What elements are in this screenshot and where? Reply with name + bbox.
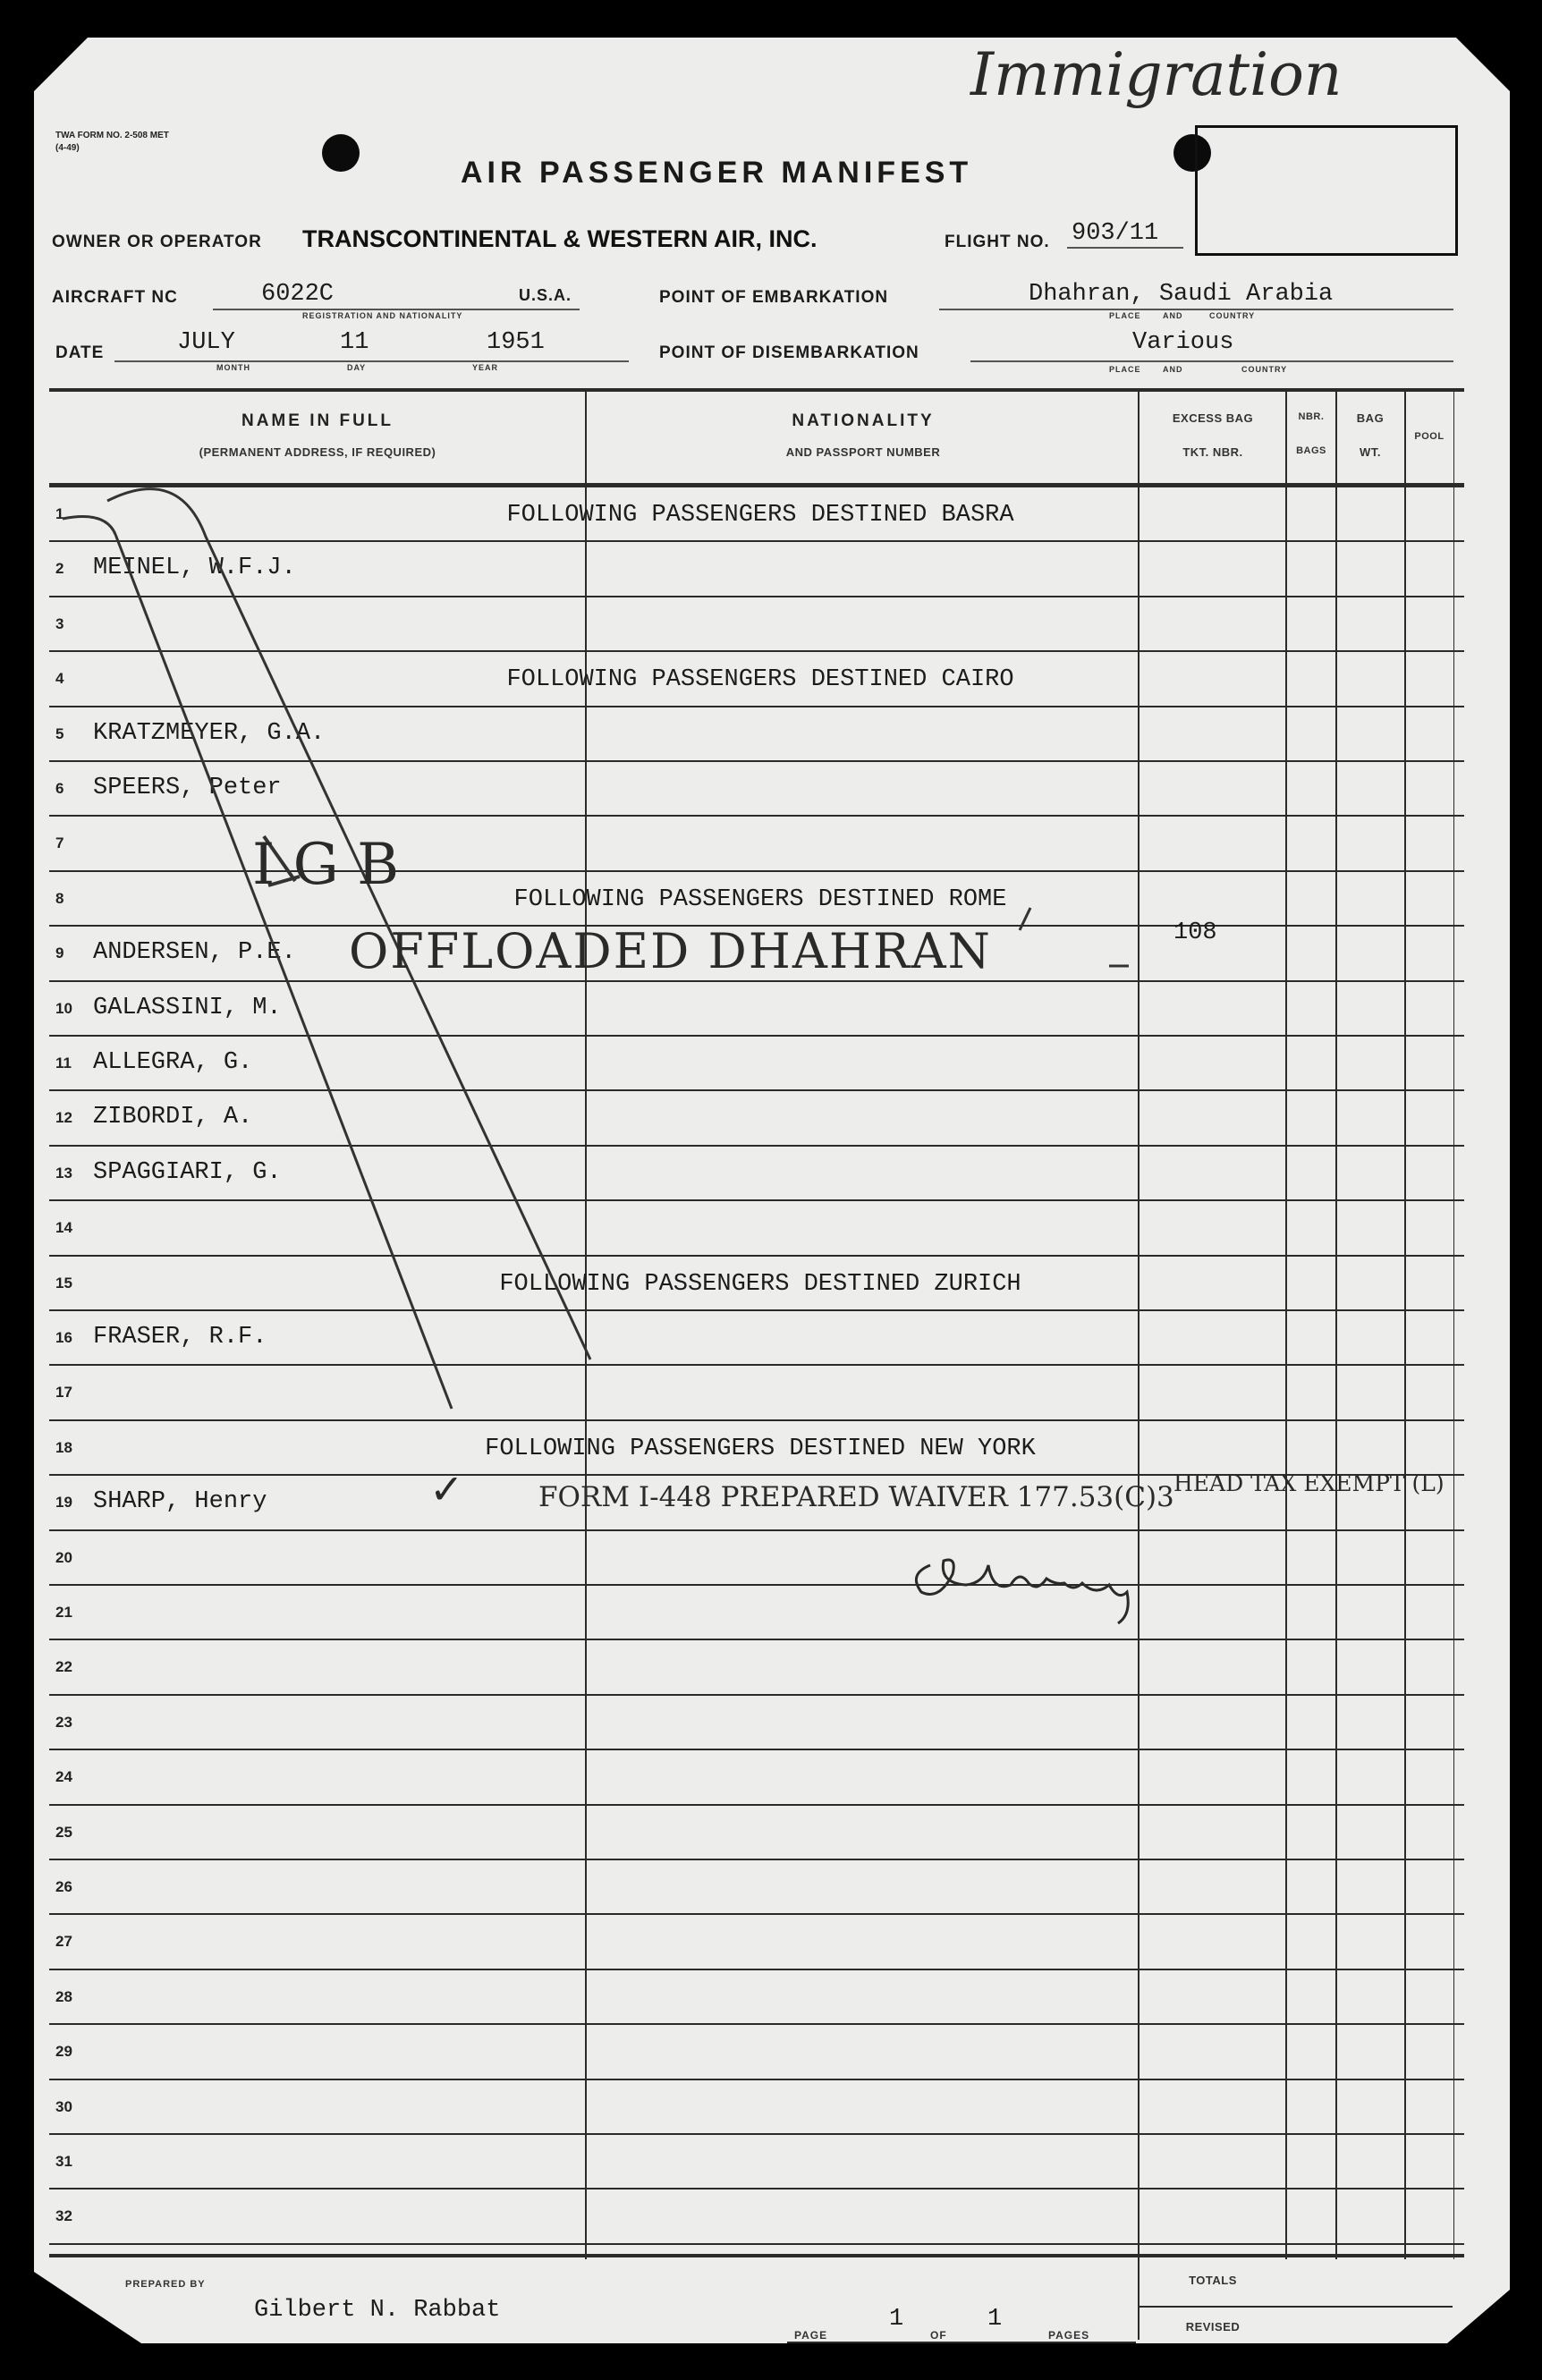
date-month: JULY xyxy=(177,329,235,356)
passenger-name: ALLEGRA, G. xyxy=(93,1049,253,1076)
flight-label: FLIGHT NO. xyxy=(945,233,1050,251)
country-sub: COUNTRY xyxy=(1209,311,1256,320)
page-title: AIR PASSENGER MANIFEST xyxy=(461,156,973,190)
row-number: 16 xyxy=(55,1329,72,1346)
destination-heading: FOLLOWING PASSENGERS DESTINED BASRA xyxy=(506,502,1014,529)
row-number: 12 xyxy=(55,1109,72,1127)
revised-label: REVISED xyxy=(1185,2320,1241,2333)
row-number: 30 xyxy=(55,2097,72,2115)
destination-heading: FOLLOWING PASSENGERS DESTINED NEW YORK xyxy=(485,1435,1036,1462)
bag-header: BAG xyxy=(1356,411,1385,425)
destination-heading: FOLLOWING PASSENGERS DESTINED ROME xyxy=(513,885,1007,913)
row-number: 23 xyxy=(55,1713,72,1731)
page-underline xyxy=(787,2342,1136,2343)
page-number: 1 xyxy=(889,2306,904,2333)
row-number: 31 xyxy=(55,2153,72,2170)
owner-label: OWNER OR OPERATOR xyxy=(52,233,262,251)
passenger-name: ANDERSEN, P.E. xyxy=(93,939,296,967)
passenger-name: SPAGGIARI, G. xyxy=(93,1158,282,1186)
form-id: TWA FORM NO. 2-508 MET xyxy=(55,131,169,140)
row-number: 15 xyxy=(55,1274,72,1292)
check-mark: ✓ xyxy=(429,1465,464,1513)
day-sub: DAY xyxy=(347,363,367,372)
excess-header: EXCESS BAG xyxy=(1172,411,1254,425)
row-number: 25 xyxy=(55,1823,72,1841)
row-number: 29 xyxy=(55,2043,72,2061)
aircraft-value: 6022C xyxy=(261,281,335,308)
place-sub: PLACE xyxy=(1109,311,1141,320)
row-number: 26 xyxy=(55,1878,72,1895)
row-number: 27 xyxy=(55,1933,72,1951)
name-header: NAME IN FULL xyxy=(241,411,394,430)
row-number: 3 xyxy=(55,614,64,632)
row-number: 18 xyxy=(55,1438,72,1456)
signature xyxy=(903,1529,1163,1637)
row-number: 9 xyxy=(55,944,64,962)
passenger-name: GALASSINI, M. xyxy=(93,994,282,1021)
row-number: 2 xyxy=(55,560,64,578)
handwritten-mark xyxy=(1020,908,1030,930)
of-label: OF xyxy=(930,2329,947,2342)
year-sub: YEAR xyxy=(472,363,499,372)
passenger-name: KRATZMEYER, G.A. xyxy=(93,719,326,747)
row-number: 20 xyxy=(55,1548,72,1566)
nbr-subheader: BAGS xyxy=(1296,445,1326,456)
date-label: DATE xyxy=(55,343,105,362)
totals-divider xyxy=(1140,2306,1453,2308)
passenger-name: SPEERS, Peter xyxy=(93,775,282,801)
row-number: 5 xyxy=(55,724,64,742)
date-day: 11 xyxy=(340,329,369,356)
head-tax-note: HEAD TAX EXEMPT (L) xyxy=(1173,1470,1445,1496)
handwritten-marks: I G B xyxy=(252,832,400,898)
place-sub: PLACE xyxy=(1109,365,1141,374)
row-number: 10 xyxy=(55,999,72,1017)
embark-label: POINT OF EMBARKATION xyxy=(659,288,889,307)
row-number: 22 xyxy=(55,1658,72,1676)
country-sub: COUNTRY xyxy=(1241,365,1288,374)
row-number: 1 xyxy=(55,505,64,522)
embark-value: Dhahran, Saudi Arabia xyxy=(1029,281,1334,308)
footer-border xyxy=(49,2254,1464,2257)
destination-heading: FOLLOWING PASSENGERS DESTINED CAIRO xyxy=(506,666,1014,694)
totals-label: TOTALS xyxy=(1189,2274,1237,2287)
nationality-subheader: AND PASSPORT NUMBER xyxy=(785,445,941,459)
pages-label: PAGES xyxy=(1048,2329,1090,2342)
row-number: 11 xyxy=(55,1054,72,1071)
date-year: 1951 xyxy=(487,329,545,356)
month-sub: MONTH xyxy=(216,363,250,372)
bag-subheader: WT. xyxy=(1360,445,1381,459)
row-number: 28 xyxy=(55,1987,72,2005)
disembark-label: POINT OF DISEMBARKATION xyxy=(659,343,919,362)
and-sub: AND xyxy=(1163,311,1183,320)
excess-bag-value: 108 xyxy=(1173,919,1217,946)
aircraft-sub: REGISTRATION AND NATIONALITY xyxy=(302,311,463,320)
row-number: 21 xyxy=(55,1604,72,1621)
destination-heading: FOLLOWING PASSENGERS DESTINED ZURICH xyxy=(499,1270,1021,1298)
page-label: PAGE xyxy=(794,2329,828,2342)
nbr-header: NBR. xyxy=(1298,411,1325,422)
row-number: 24 xyxy=(55,1768,72,1786)
aircraft-label: AIRCRAFT NC xyxy=(52,288,178,307)
name-subheader: (PERMANENT ADDRESS, IF REQUIRED) xyxy=(199,445,436,459)
row-number: 14 xyxy=(55,1219,72,1237)
excess-subheader: TKT. NBR. xyxy=(1182,445,1243,459)
nationality-header: NATIONALITY xyxy=(792,411,935,430)
flight-value: 903/11 xyxy=(1072,220,1159,247)
passenger-name: ZIBORDI, A. xyxy=(93,1104,253,1131)
row-number: 6 xyxy=(55,780,64,797)
row-number: 17 xyxy=(55,1384,72,1402)
offloaded-note: OFFLOADED DHAHRAN xyxy=(349,923,992,979)
and-sub: AND xyxy=(1163,365,1183,374)
prepared-by: Gilbert N. Rabbat xyxy=(254,2297,501,2324)
passenger-name: SHARP, Henry xyxy=(93,1488,267,1516)
owner-value: TRANSCONTINENTAL & WESTERN AIR, INC. xyxy=(302,225,818,252)
passenger-name: MEINEL, W.F.J. xyxy=(93,555,296,582)
prepared-label: PREPARED BY xyxy=(125,2279,206,2290)
waiver-note: FORM I-448 PREPARED WAIVER 177.53(C)3 xyxy=(538,1481,1174,1513)
row-number: 32 xyxy=(55,2207,72,2225)
disembark-value: Various xyxy=(1132,329,1234,356)
row-number: 19 xyxy=(55,1494,72,1512)
row-number: 8 xyxy=(55,889,64,907)
row-number: 4 xyxy=(55,670,64,688)
passenger-name: FRASER, R.F. xyxy=(93,1324,267,1351)
pool-header: POOL xyxy=(1414,431,1445,442)
immigration-handwriting: Immigration xyxy=(970,40,1343,109)
aircraft-nationality: U.S.A. xyxy=(519,286,572,304)
page-total: 1 xyxy=(987,2306,1003,2333)
form-id-date: (4-49) xyxy=(55,143,80,153)
row-number: 13 xyxy=(55,1164,72,1182)
row-number: 7 xyxy=(55,834,64,852)
